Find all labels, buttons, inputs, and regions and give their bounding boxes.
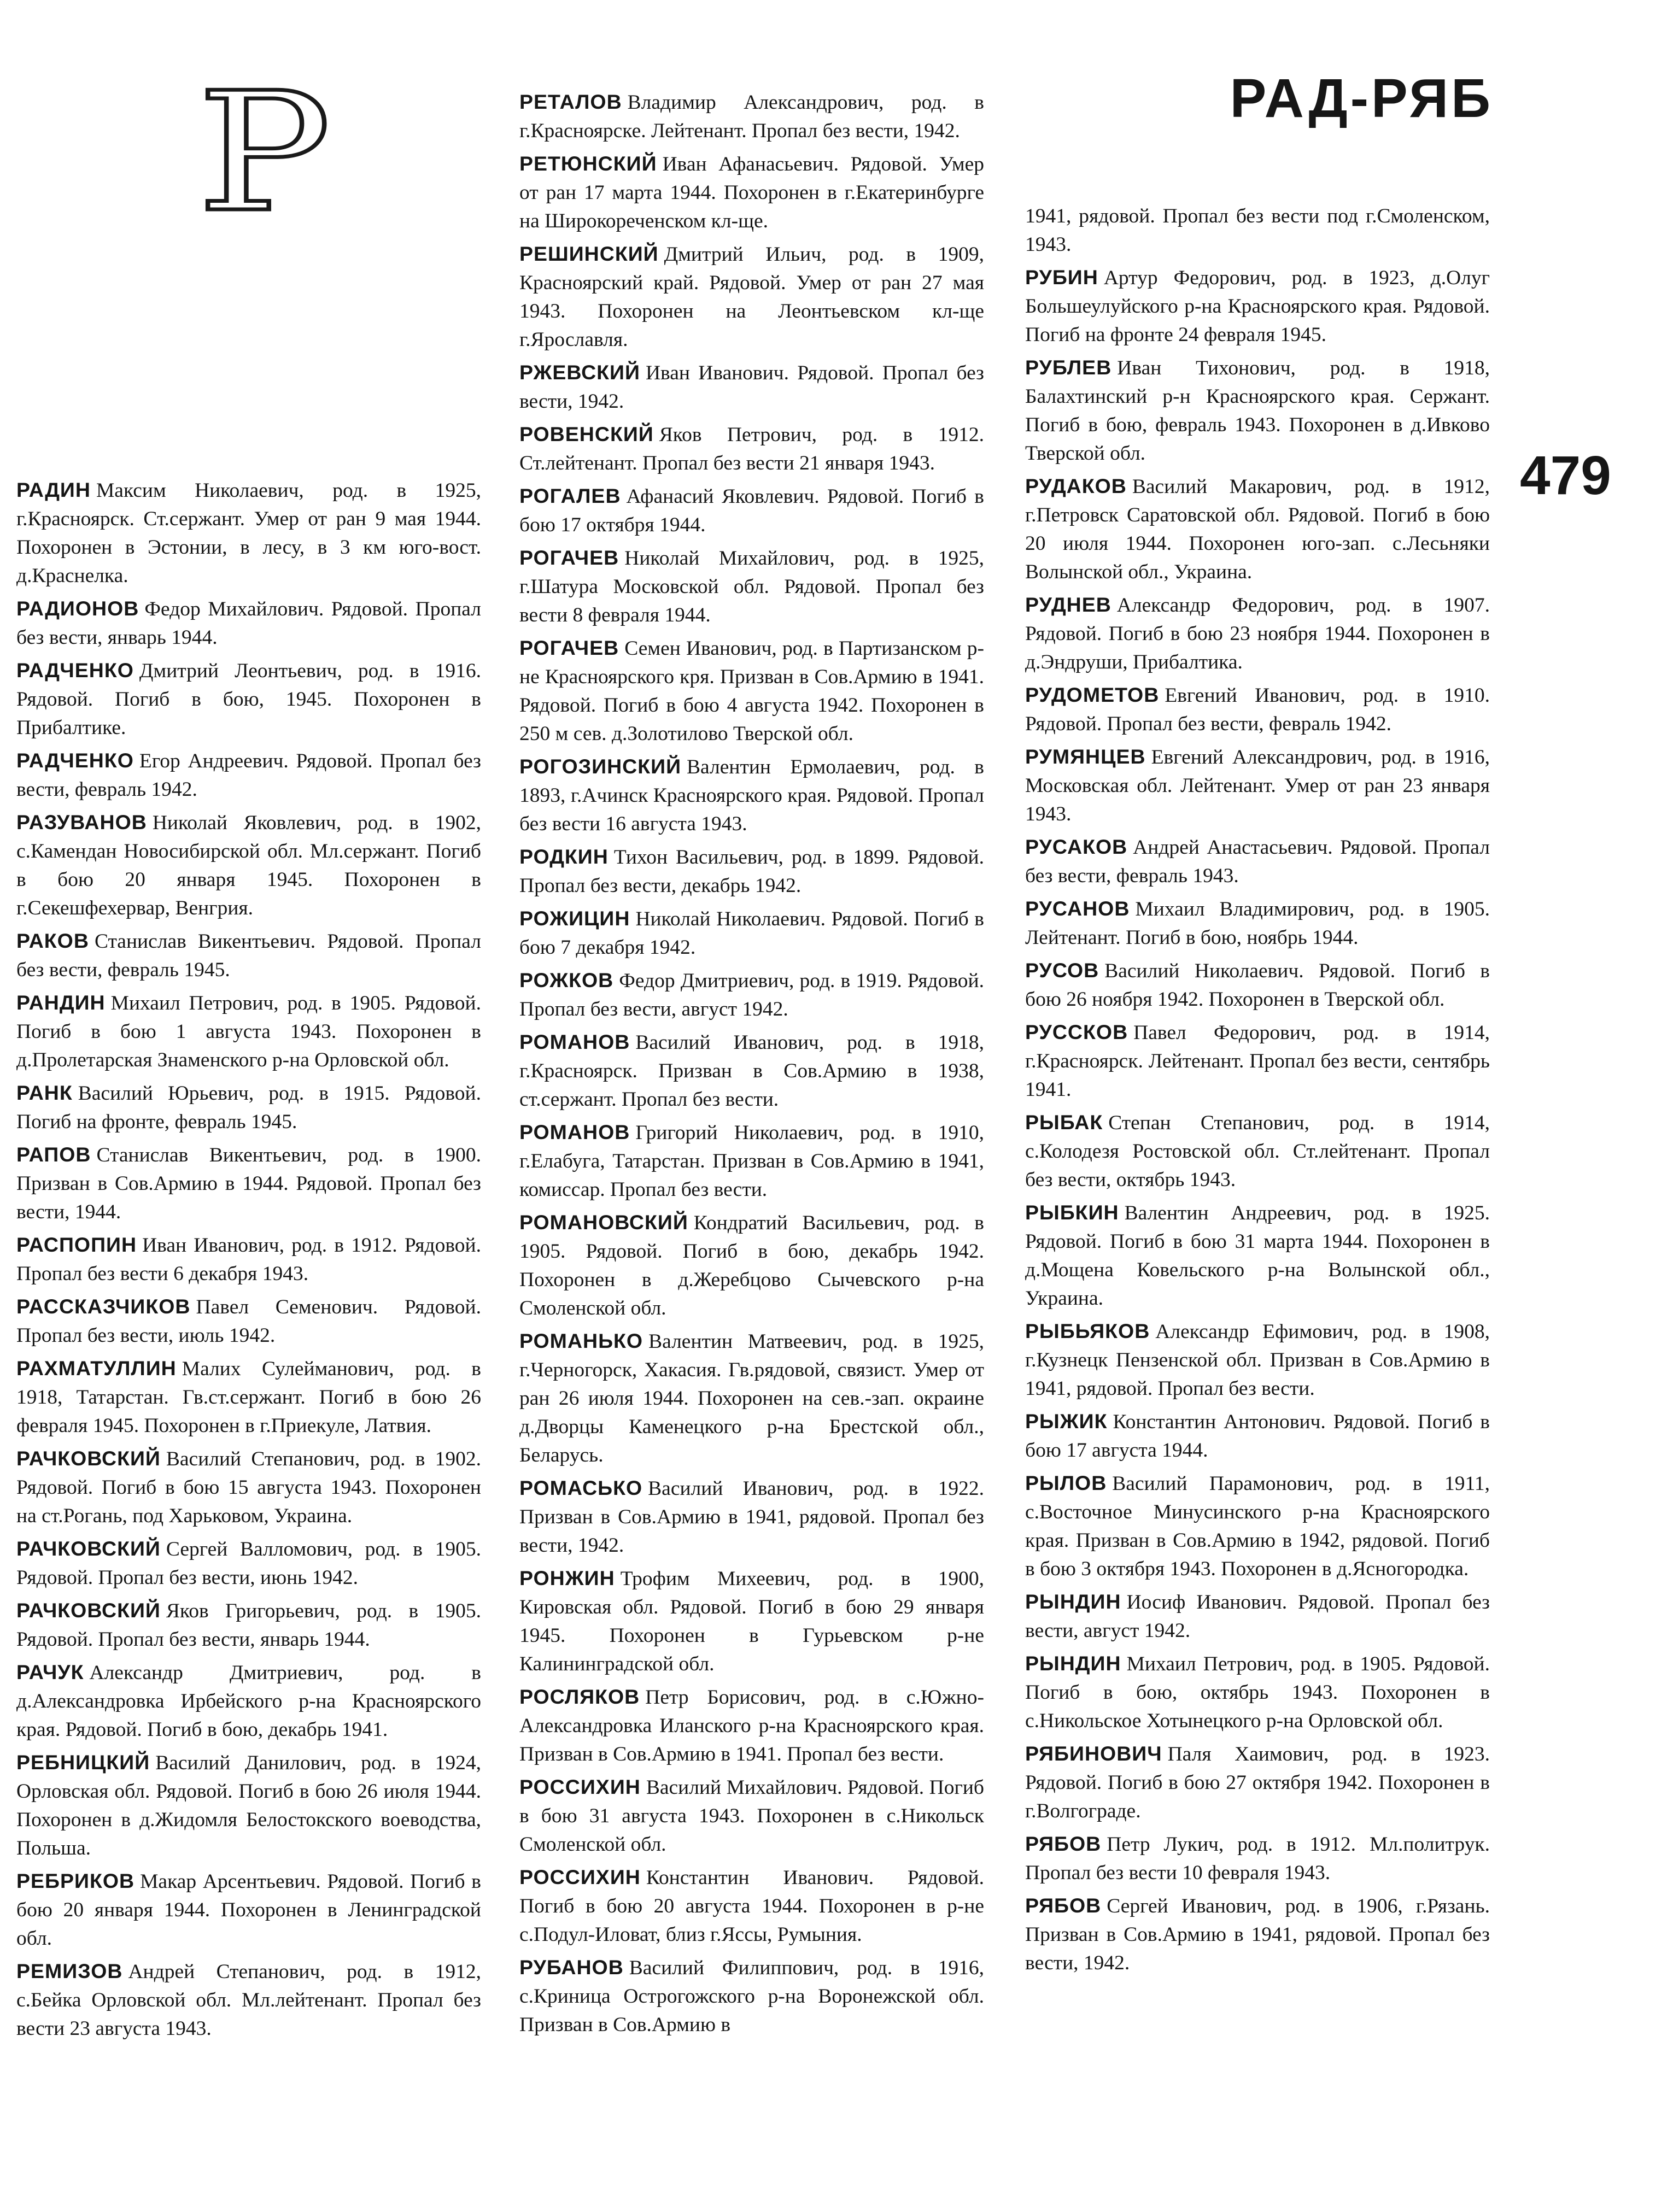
entry-text: Степан Степанович, род. в 1914, с.Колодезя Ростовской обл. Ст.лейтенант. Пропал без вести, октябрь 1943. bbox=[1025, 1112, 1490, 1191]
entry-surname: РУДОМЕТОВ bbox=[1025, 683, 1160, 706]
entry-text: Константин Антонович. Рядовой. Погиб в бою 17 августа 1944. bbox=[1025, 1411, 1490, 1462]
list-item bbox=[519, 239, 984, 354]
list-item bbox=[519, 482, 984, 539]
entry-surname: РАПОВ bbox=[16, 1143, 91, 1166]
list-item bbox=[519, 87, 984, 145]
list-item bbox=[1025, 263, 1490, 349]
list-item bbox=[1025, 832, 1490, 890]
list-item bbox=[16, 1230, 481, 1288]
entry-surname: РУДАКОВ bbox=[1025, 474, 1127, 497]
entry-surname: РАССКАЗЧИКОВ bbox=[16, 1295, 191, 1318]
entry-text: Павел Семенович. Рядовой. Пропал без вести, июль 1942. bbox=[16, 1296, 481, 1347]
entry-text: Николай Николаевич. Рядовой. Погиб в бою 7 декабря 1942. bbox=[519, 908, 984, 959]
entry-surname: РАДИОНОВ bbox=[16, 597, 139, 620]
entry-surname: РЕТАЛОВ bbox=[519, 90, 622, 113]
entry-text: Василий Макарович, род. в 1912, г.Петровск Саратовской обл. Рядовой. Погиб в бою 20 июля 1944. Похоронен юго-зап. с.Лесьняки Волынской обл., Украина. bbox=[1025, 476, 1490, 583]
entry-surname: РОВЕНСКИЙ bbox=[519, 423, 654, 445]
list-item bbox=[16, 476, 481, 590]
list-item bbox=[519, 420, 984, 478]
entry-surname: РУСОВ bbox=[1025, 959, 1099, 982]
entry-text: Василий Степанович, род. в 1902. Рядовой. Погиб в бою 15 августа 1943. Похоронен на ст.Рогань, под Харьковом, Украина. bbox=[16, 1448, 481, 1527]
entry-surname: РУССКОВ bbox=[1025, 1020, 1128, 1043]
entry-text: Михаил Владимирович, род. в 1905. Лейтенант. Погиб в бою, ноябрь 1944. bbox=[1025, 898, 1490, 949]
list-item bbox=[519, 752, 984, 838]
entry-surname: РОЖКОВ bbox=[519, 969, 614, 991]
entry-surname: РАЗУВАНОВ bbox=[16, 811, 147, 834]
list-item bbox=[1025, 742, 1490, 829]
entry-text: Евгений Иванович, род. в 1910. Рядовой. Пропал без вести, февраль 1942. bbox=[1025, 684, 1490, 735]
entry-text: Василий Иванович, род. в 1922. Призван в Сов.Армию в 1941, рядовой. Пропал без вести, 1942. bbox=[519, 1477, 984, 1557]
list-item bbox=[519, 358, 984, 416]
list-item bbox=[519, 149, 984, 236]
column-3 bbox=[1025, 202, 1490, 1981]
list-item bbox=[1025, 1649, 1490, 1735]
entry-surname: РУБЛЕВ bbox=[1025, 356, 1112, 379]
entry-surname: РОМАНЬКО bbox=[519, 1329, 643, 1352]
entry-text: Валентин Ермолаевич, род. в 1893, г.Ачинск Красноярского края. Рядовой. Пропал без вести 16 августа 1943. bbox=[519, 756, 984, 835]
list-item bbox=[1025, 1317, 1490, 1403]
entry-surname: РЫЖИК bbox=[1025, 1410, 1108, 1433]
page-number: 479 bbox=[1520, 445, 1611, 506]
entry-surname: РАСПОПИН bbox=[16, 1233, 137, 1256]
entry-text: Федор Михайлович. Рядовой. Пропал без вести, январь 1944. bbox=[16, 598, 481, 649]
entry-text: Василий Михайлович. Рядовой. Погиб в бою 31 августа 1943. Похоронен в с.Никольск Смоленской обл. bbox=[519, 1776, 984, 1856]
entry-text: Яков Петрович, род. в 1912. Ст.лейтенант. Пропал без вести 21 января 1943. bbox=[519, 424, 984, 474]
entry-surname: РОГАЧЕВ bbox=[519, 546, 619, 569]
list-item bbox=[519, 1327, 984, 1470]
entry-surname: РЖЕВСКИЙ bbox=[519, 361, 640, 384]
list-item bbox=[1025, 353, 1490, 468]
entry-text: Паля Хаимович, род. в 1923. Рядовой. Погиб в бою 27 октября 1942. Похоронен в г.Волгограде. bbox=[1025, 1743, 1490, 1822]
entry-text: Василий Парамонович, род. в 1911, с.Восточное Минусинского р-на Красноярского края. Призван в Сов.Армию в 1942, рядовой. Погиб в бою 3 октября 1943. Похоронен в д.Ясногородка. bbox=[1025, 1472, 1490, 1580]
entry-text: Николай Михайлович, род. в 1925, г.Шатура Московской обл. Рядовой. Пропал без вести 8 февраля 1944. bbox=[519, 547, 984, 626]
entry-text: Иван Иванович. Рядовой. Пропал без вести, 1942. bbox=[519, 362, 984, 413]
entry-text: Сергей Валломович, род. в 1905. Рядовой. Пропал без вести, июнь 1942. bbox=[16, 1538, 481, 1589]
entry-text: Андрей Степанович, род. в 1912, с.Бейка Орловской обл. Мл.лейтенант. Пропал без вести 23 августа 1943. bbox=[16, 1961, 481, 2040]
list-item bbox=[16, 656, 481, 742]
entry-text: Иван Тихонович, род. в 1918, Балахтинский р-н Красноярского края. Сержант. Погиб в бою, февраль 1943. Похоронен в д.Ивково Тверской обл. bbox=[1025, 357, 1490, 465]
list-item bbox=[519, 1682, 984, 1769]
entry-surname: РУБИН bbox=[1025, 266, 1098, 289]
entry-surname: РЫНДИН bbox=[1025, 1590, 1121, 1613]
entry-surname: РОМАНОВ bbox=[519, 1030, 630, 1053]
list-item bbox=[16, 1748, 481, 1863]
entry-text: Василий Николаевич. Рядовой. Погиб в бою 26 ноября 1942. Похоронен в Тверской обл. bbox=[1025, 960, 1490, 1011]
entry-surname: РЫБКИН bbox=[1025, 1201, 1119, 1224]
entry-text: Афанасий Яковлевич. Рядовой. Погиб в бою 17 октября 1944. bbox=[519, 485, 984, 536]
entry-surname: РЕБРИКОВ bbox=[16, 1869, 135, 1892]
entry-text: Владимир Александрович, род. в г.Красноярске. Лейтенант. Пропал без вести, 1942. bbox=[519, 91, 984, 142]
list-item bbox=[519, 543, 984, 630]
list-item bbox=[519, 1863, 984, 1949]
list-item bbox=[1025, 1407, 1490, 1465]
entry-surname: РОССИХИН bbox=[519, 1865, 641, 1888]
entry-text: Тихон Васильевич, род. в 1899. Рядовой. Пропал без вести, декабрь 1942. bbox=[519, 846, 984, 897]
entry-text: Трофим Михеевич, род. в 1900, Кировская обл. Рядовой. Погиб в бою 29 января 1945. Похоронен в Гурьевском р-не Калининградской обл. bbox=[519, 1568, 984, 1675]
list-item bbox=[16, 1140, 481, 1227]
entry-text: Михаил Петрович, род. в 1905. Рядовой. Погиб в бою 1 августа 1943. Похоронен в д.Пролетарская Знаменского р-на Орловской обл. bbox=[16, 992, 481, 1071]
entry-surname: РАНДИН bbox=[16, 991, 106, 1014]
entry-surname: РУДНЕВ bbox=[1025, 593, 1111, 616]
entry-text: Дмитрий Леонтьевич, род. в 1916. Рядовой. Погиб в бою, 1945. Похоронен в Прибалтике. bbox=[16, 660, 481, 739]
list-item bbox=[1025, 1108, 1490, 1194]
list-item bbox=[519, 633, 984, 748]
entry-text: Петр Лукич, род. в 1912. Мл.политрук. Пропал без вести 10 февраля 1943. bbox=[1025, 1833, 1490, 1884]
entry-surname: РОНЖИН bbox=[519, 1566, 615, 1589]
entry-surname: РЕМИЗОВ bbox=[16, 1959, 123, 1982]
entry-surname: РУБАНОВ bbox=[519, 1956, 624, 1979]
column-1 bbox=[16, 476, 481, 2047]
list-item bbox=[519, 966, 984, 1024]
entry-surname: РЕТЮНСКИЙ bbox=[519, 152, 657, 175]
entry-surname: РЫБАК bbox=[1025, 1111, 1103, 1134]
entry-surname: РАЧКОВСКИЙ bbox=[16, 1599, 161, 1622]
entry-surname: РЯБИНОВИЧ bbox=[1025, 1742, 1162, 1765]
list-item bbox=[1025, 956, 1490, 1014]
list-item bbox=[1025, 1018, 1490, 1104]
list-item bbox=[16, 1444, 481, 1530]
list-item bbox=[1025, 1198, 1490, 1313]
entry-surname: РОДКИН bbox=[519, 845, 609, 868]
entry-text: Артур Федорович, род. в 1923, д.Олуг Большеулуйского р-на Красноярского края. Рядовой. Погиб на фронте 24 февраля 1945. bbox=[1025, 267, 1490, 346]
entry-text: Федор Дмитриевич, род. в 1919. Рядовой. Пропал без вести, август 1942. bbox=[519, 970, 984, 1020]
list-item bbox=[519, 1773, 984, 1859]
entry-text: Михаил Петрович, род. в 1905. Рядовой. Погиб в бою, октябрь 1943. Похоронен в с.Никольское Хотынецкого р-на Орловской обл. bbox=[1025, 1653, 1490, 1732]
list-item bbox=[16, 1596, 481, 1654]
entry-text: Василий Филиппович, род. в 1916, с.Криница Острогожского р-на Воронежской обл. Призван в Сов.Армию в bbox=[519, 1957, 984, 2036]
entry-surname: РОГАЛЕВ bbox=[519, 484, 621, 507]
list-item bbox=[519, 1564, 984, 1679]
entry-text: Сергей Иванович, род. в 1906, г.Рязань. Призван в Сов.Армию в 1941, рядовой. Пропал без вести, 1942. bbox=[1025, 1895, 1490, 1974]
entry-text: Максим Николаевич, род. в 1925, г.Красноярск. Ст.сержант. Умер от ран 9 мая 1944. Похоронен в Эстонии, в лесу, в 3 км юго-вост. д.Краснелка. bbox=[16, 479, 481, 587]
entry-surname: РЕБНИЦКИЙ bbox=[16, 1751, 150, 1774]
entry-surname: РАЧКОВСКИЙ bbox=[16, 1537, 161, 1560]
entry-text: Станислав Викентьевич, род. в 1900. Призван в Сов.Армию в 1944. Рядовой. Пропал без вести, 1944. bbox=[16, 1144, 481, 1223]
entry-surname: РОСЛЯКОВ bbox=[519, 1685, 640, 1708]
entry-text: Валентин Матвеевич, род. в 1925, г.Черногорск, Хакасия. Гв.рядовой, связист. Умер от ран 26 июля 1944. Похоронен на сев.-зап. окраине д.Дворцы Каменецкого р-на Брестской обл., Беларусь. bbox=[519, 1330, 984, 1466]
entry-surname: РАДИН bbox=[16, 478, 91, 501]
list-item bbox=[16, 1867, 481, 1953]
entry-text: Дмитрий Ильич, род. в 1909, Красноярский край. Рядовой. Умер от ран 27 мая 1943. Похоронен на Леонтьевском кл-ще г.Ярославля. bbox=[519, 243, 984, 351]
entry-text: Павел Федорович, род. в 1914, г.Красноярск. Лейтенант. Пропал без вести, сентябрь 1941. bbox=[1025, 1022, 1490, 1101]
list-item bbox=[519, 1953, 984, 2039]
entry-text: Макар Арсентьевич. Рядовой. Погиб в бою 20 января 1944. Похоронен в Ленинградской обл. bbox=[16, 1870, 481, 1950]
list-item bbox=[16, 1534, 481, 1592]
list-item bbox=[16, 926, 481, 984]
entry-surname: РОГОЗИНСКИЙ bbox=[519, 755, 682, 778]
entry-text: Николай Яковлевич, род. в 1902, с.Камендан Новосибирской обл. Мл.сержант. Погиб в бою 20 января 1945. Похоронен в г.Секешфехервар, Венгрия. bbox=[16, 812, 481, 919]
list-item bbox=[1025, 590, 1490, 677]
entry-surname: РОМАНОВСКИЙ bbox=[519, 1211, 688, 1234]
list-item bbox=[16, 808, 481, 923]
list-item bbox=[1025, 1469, 1490, 1583]
list-item bbox=[519, 1118, 984, 1204]
entry-text: Петр Борисович, род. в с.Южно-Александровка Иланского р-на Красноярского края. Призван в Сов.Армию в 1941. Пропал без вести. bbox=[519, 1686, 984, 1765]
list-item bbox=[1025, 680, 1490, 738]
entry-surname: РАНК bbox=[16, 1081, 73, 1104]
list-item bbox=[519, 1208, 984, 1323]
entry-surname: РАДЧЕНКО bbox=[16, 659, 134, 682]
entry-surname: РОГАЧЕВ bbox=[519, 636, 619, 659]
running-head: РАД-РЯБ bbox=[1230, 68, 1493, 129]
entry-surname: РОМАСЬКО bbox=[519, 1476, 643, 1499]
entry-text: Егор Андреевич. Рядовой. Пропал без вести, февраль 1942. bbox=[16, 750, 481, 801]
entry-text: Иван Иванович, род. в 1912. Рядовой. Пропал без вести 6 декабря 1943. bbox=[16, 1234, 481, 1285]
entry-surname: РАЧУК bbox=[16, 1661, 84, 1683]
entry-surname: РАЧКОВСКИЙ bbox=[16, 1447, 161, 1470]
entry-text: Григорий Николаевич, род. в 1910, г.Елабуга, Татарстан. Призван в Сов.Армию в 1941, комиссар. Пропал без вести. bbox=[519, 1122, 984, 1201]
entry-surname: РАКОВ bbox=[16, 929, 89, 952]
list-item bbox=[16, 988, 481, 1075]
list-item bbox=[1025, 472, 1490, 586]
list-item bbox=[16, 1957, 481, 2043]
entry-text: Андрей Анастасьевич. Рядовой. Пропал без вести, февраль 1943. bbox=[1025, 836, 1490, 887]
list-item bbox=[519, 1028, 984, 1114]
list-item bbox=[16, 1658, 481, 1744]
entry-surname: РЫБЬЯКОВ bbox=[1025, 1319, 1150, 1342]
section-initial-letter: Р bbox=[197, 57, 332, 248]
list-item bbox=[519, 904, 984, 962]
entry-surname: РУСАКОВ bbox=[1025, 835, 1128, 858]
entry-surname: РОМАНОВ bbox=[519, 1120, 630, 1143]
entry-surname: РУСАНОВ bbox=[1025, 897, 1130, 920]
list-item bbox=[16, 594, 481, 652]
list-item bbox=[1025, 1891, 1490, 1978]
entry-surname: РЯБОВ bbox=[1025, 1832, 1102, 1855]
entry-surname: РОЖИЦИН bbox=[519, 907, 630, 930]
entry-surname: РОССИХИН bbox=[519, 1775, 641, 1798]
list-item bbox=[16, 1354, 481, 1440]
entry-surname: РАХМАТУЛЛИН bbox=[16, 1357, 177, 1380]
entry-text: Иван Афанасьевич. Рядовой. Умер от ран 17 марта 1944. Похоронен в г.Екатеринбурге на Широкореченском кл-ще. bbox=[519, 153, 984, 232]
entry-text: Кондратий Васильевич, род. в 1905. Рядовой. Погиб в бою, декабрь 1942. Похоронен в д.Жеребцово Сычевского р-на Смоленской обл. bbox=[519, 1212, 984, 1319]
column-2 bbox=[519, 87, 984, 2043]
list-item bbox=[519, 1474, 984, 1560]
list-item bbox=[16, 746, 481, 804]
list-item bbox=[1025, 1829, 1490, 1887]
entry-text: Станислав Викентьевич. Рядовой. Пропал без вести, февраль 1945. bbox=[16, 930, 481, 981]
entry-text: Валентин Андреевич, род. в 1925. Рядовой. Погиб в бою 31 марта 1944. Похоронен в д.Мощена Ковельского р-на Волынской обл., Украина. bbox=[1025, 1202, 1490, 1310]
entry-text: Александр Федорович, род. в 1907. Рядовой. Погиб в бою 23 ноября 1944. Похоронен в д.Эндруши, Прибалтика. bbox=[1025, 594, 1490, 673]
entry-text: Василий Данилович, род. в 1924, Орловская обл. Рядовой. Погиб в бою 26 июля 1944. Похоронен в д.Жидомля Белостокского воеводства, Польша. bbox=[16, 1752, 481, 1859]
entry-text: Яков Григорьевич, род. в 1905. Рядовой. Пропал без вести, январь 1944. bbox=[16, 1600, 481, 1651]
entry-surname: РЫНДИН bbox=[1025, 1652, 1121, 1675]
entry-surname: РЫЛОВ bbox=[1025, 1471, 1107, 1494]
list-item bbox=[1025, 1739, 1490, 1826]
list-item bbox=[16, 1078, 481, 1136]
list-item bbox=[519, 842, 984, 900]
entry-surname: РУМЯНЦЕВ bbox=[1025, 745, 1146, 768]
entry-text: Константин Иванович. Рядовой. Погиб в бою 20 августа 1944. Похоронен в р-не с.Подул-Иловат, близ г.Яссы, Румыния. bbox=[519, 1867, 984, 1946]
entry-text: Семен Иванович, род. в Партизанском р-не Красноярского кря. Призван в Сов.Армию в 1941. Рядовой. Погиб в бою 4 августа 1942. Похоронен в 250 м сев. д.Золотилово Тверской обл. bbox=[519, 637, 984, 745]
entry-text: Василий Иванович, род. в 1918, г.Красноярск. Призван в Сов.Армию в 1938, ст.сержант. Пропал без вести. bbox=[519, 1031, 984, 1111]
entry-surname: РАДЧЕНКО bbox=[16, 749, 134, 772]
entry-text: Евгений Александрович, род. в 1916, Московская обл. Лейтенант. Умер от ран 23 января 1943. bbox=[1025, 746, 1490, 825]
list-item bbox=[1025, 1587, 1490, 1645]
entry-text: Александр Ефимович, род. в 1908, г.Кузнецк Пензенской обл. Призван в Сов.Армию в 1941, рядовой. Пропал без вести. bbox=[1025, 1321, 1490, 1400]
entry-text: Малих Сулейманович, род. в 1918, Татарстан. Гв.ст.сержант. Погиб в бою 26 февраля 1945. Похоронен в г.Приекуле, Латвия. bbox=[16, 1358, 481, 1437]
entry-text: Александр Дмитриевич, род. в д.Александровка Ирбейского р-на Красноярского края. Рядовой. Погиб в бою, декабрь 1941. bbox=[16, 1662, 481, 1741]
entry-text: Иосиф Иванович. Рядовой. Пропал без вести, август 1942. bbox=[1025, 1591, 1490, 1642]
entry-text: Василий Юрьевич, род. в 1915. Рядовой. Погиб на фронте, февраль 1945. bbox=[16, 1082, 481, 1133]
entry-surname: РЯБОВ bbox=[1025, 1894, 1102, 1917]
entry-surname: РЕШИНСКИЙ bbox=[519, 242, 659, 265]
list-item bbox=[1025, 894, 1490, 952]
list-item bbox=[16, 1292, 481, 1350]
continued-entry-text: 1941, рядовой. Пропал без вести под г.Смоленском, 1943. bbox=[1025, 205, 1490, 256]
